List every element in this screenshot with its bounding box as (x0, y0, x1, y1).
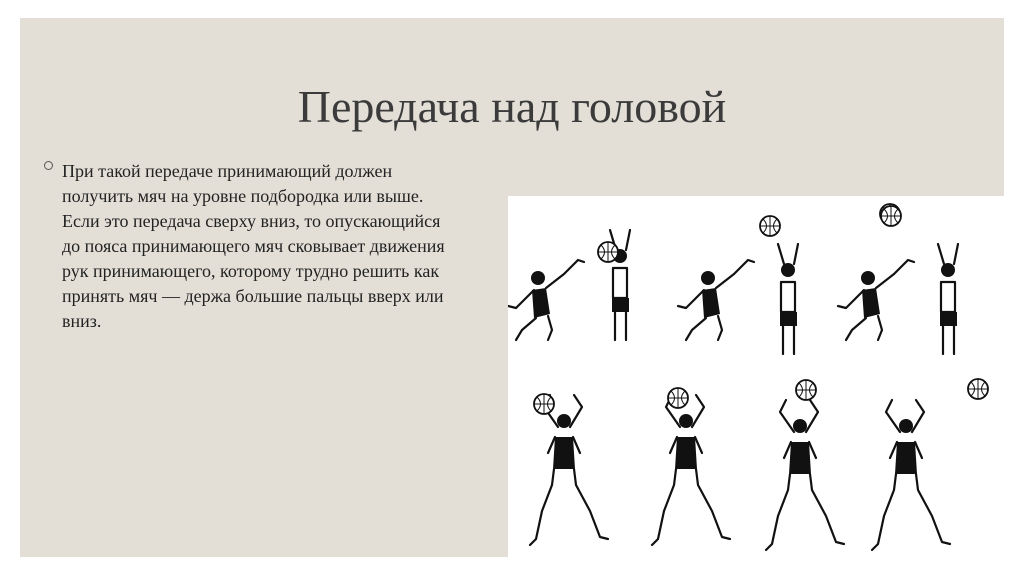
bullet-text: При такой передаче принимающий должен получить мяч на уровне подбородка или выше. Если это передача сверху вниз, то опускающийся до пояса принимающего мяч сковывает движения рук принимающего, которому трудно решить как принять мяч — держа большие пальцы вверх или вниз. (62, 161, 445, 331)
bottom-row-frames (530, 379, 988, 550)
receiver-figure (838, 260, 914, 340)
ball-icon (598, 242, 618, 262)
ball-icon (534, 394, 554, 414)
ball-icon (796, 380, 816, 400)
top-row-frames (508, 204, 958, 354)
passer-figure (938, 244, 958, 354)
bullet-circle-icon (44, 161, 53, 170)
thrower-figure (652, 395, 730, 545)
thrower-figure (530, 395, 608, 545)
receiver-figure (508, 260, 584, 340)
passer-figure (778, 244, 798, 354)
ball-icon (760, 216, 780, 236)
thrower-figure (872, 400, 950, 550)
slide-title: Передача над головой (297, 81, 727, 132)
thrower-figure (766, 400, 844, 550)
ball-icon (968, 379, 988, 399)
overhead-pass-illustration (508, 196, 1004, 557)
receiver-figure (678, 260, 754, 340)
ball-icon (881, 206, 901, 226)
ball-icon (668, 388, 688, 408)
